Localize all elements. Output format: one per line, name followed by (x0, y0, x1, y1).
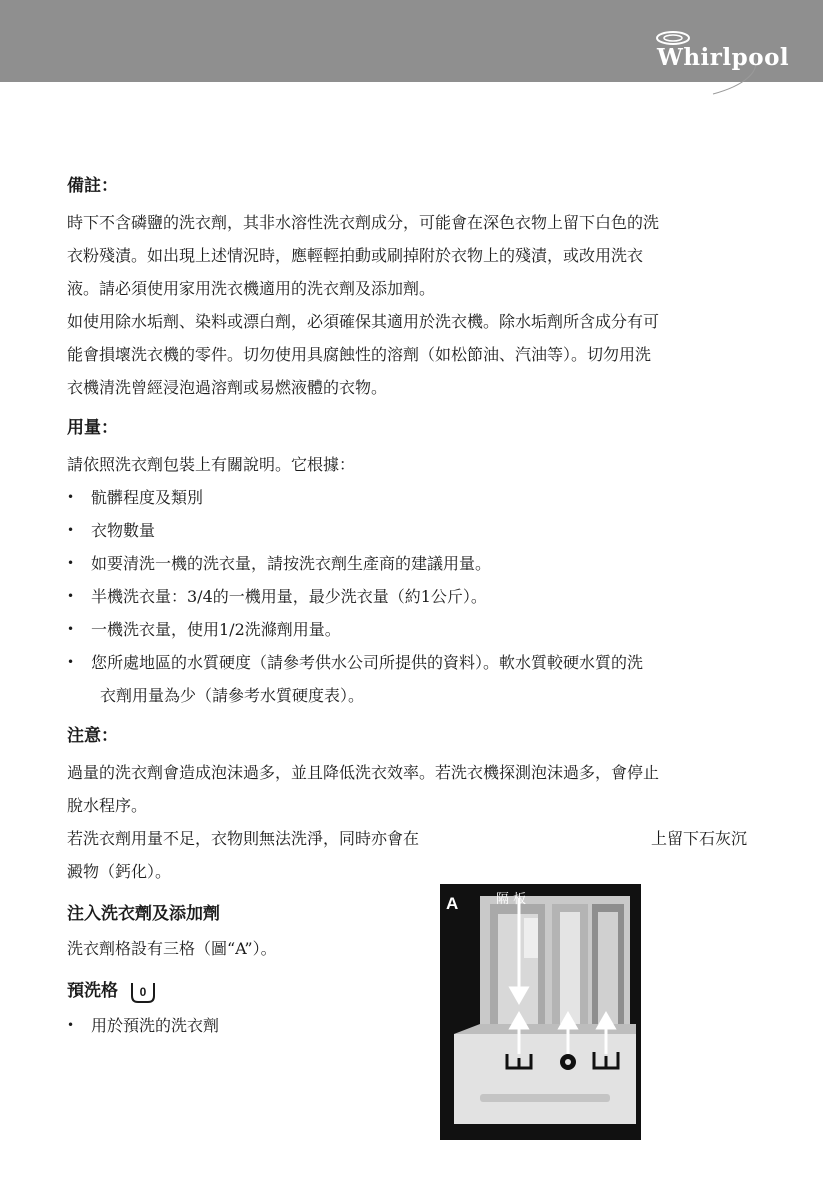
divider-piece (524, 918, 538, 958)
softener-flower-icon (560, 1054, 576, 1070)
prewash-list (67, 1009, 747, 1042)
prewash-compartment-icon (130, 980, 156, 1004)
caution-heading: 注意： (67, 726, 118, 746)
caution-text (67, 822, 747, 855)
note-text: 能會損壞洗衣機的零件。切勿使用具腐蝕性的溶劑（如松節油、汽油等）。切勿用洗 (67, 345, 652, 364)
prewash-heading (67, 977, 747, 1005)
list-item: • 一機洗衣量，使用1/2洗滌劑用量。 (67, 613, 747, 646)
caution-text: 過量的洗衣劑會造成泡沫過多，並且降低洗衣效率。若洗衣機探測泡沫過多，會停止 (67, 763, 660, 782)
wash-inner (598, 912, 618, 1027)
dosage-heading: 用量： (67, 418, 118, 438)
note-text: 時下不含磷鹽的洗衣劑，其非水溶性洗衣劑成分，可能會在深色衣物上留下白色的洗 (67, 213, 660, 232)
note-text: 液。請必須使用家用洗衣機適用的洗衣劑及添加劑。 (67, 279, 436, 298)
dosage-list (67, 481, 747, 679)
dispenser-figure (440, 884, 641, 1140)
list-item: • 骯髒程度及類別 (67, 481, 747, 514)
caution-text: 脫水程序。 (67, 796, 148, 815)
softener-inner (560, 912, 580, 1027)
dosage-intro: 請依照洗衣劑包裝上有關說明。它根據： (67, 455, 356, 474)
caution-text-part: 上留下石灰沉 (650, 829, 747, 848)
note-heading: 備註： (67, 176, 118, 196)
fill-text: 洗衣劑格設有三格（圖“A”）。 (67, 939, 277, 958)
list-item: • 用於預洗的洗衣劑 (67, 1009, 747, 1042)
logo-wordmark: Whirlpool (657, 44, 790, 71)
note-text: 衣粉殘漬。如出現上述情況時，應輕輕拍動或刷掉附於衣物上的殘漬，或改用洗衣 (67, 246, 644, 265)
list-item: • 您所處地區的水質硬度（請參考供水公司所提供的資料）。軟水質較硬水質的洗 (67, 646, 747, 679)
whirlpool-logo (643, 26, 790, 98)
list-item: • 半機洗衣量：3/4的一機用量，最少洗衣量（約1公斤）。 (67, 580, 747, 613)
note-text: 衣機清洗曾經浸泡過溶劑或易燃液體的衣物。 (67, 378, 388, 397)
prewash-heading-text: 預洗格 (67, 981, 118, 1001)
list-item: • 衣物數量 (67, 514, 747, 547)
figure-label: A (446, 894, 459, 913)
drawer-handle (480, 1094, 610, 1102)
caution-text-part: 若洗衣劑用量不足，衣物則無法洗淨，同時亦會在 (67, 829, 420, 848)
dispenser-drawer-illustration (440, 884, 641, 1140)
drawer-front (454, 1034, 636, 1124)
list-item: • 如要清洗一機的洗衣量，請按洗衣劑生產商的建議用量。 (67, 547, 747, 580)
divider-label: 隔 板 (496, 892, 527, 907)
svg-text:0: 0 (139, 984, 147, 999)
note-text: 如使用除水垢劑、染料或漂白劑，必須確保其適用於洗衣機。除水垢劑所含成分有可 (67, 312, 660, 331)
caution-text: 澱物（鈣化）。 (67, 862, 172, 881)
document-body (67, 172, 747, 1042)
list-item-continuation: 衣劑用量為少（請參考水質硬度表）。 (100, 686, 365, 705)
fill-heading: 注入洗衣劑及添加劑 (67, 904, 220, 924)
